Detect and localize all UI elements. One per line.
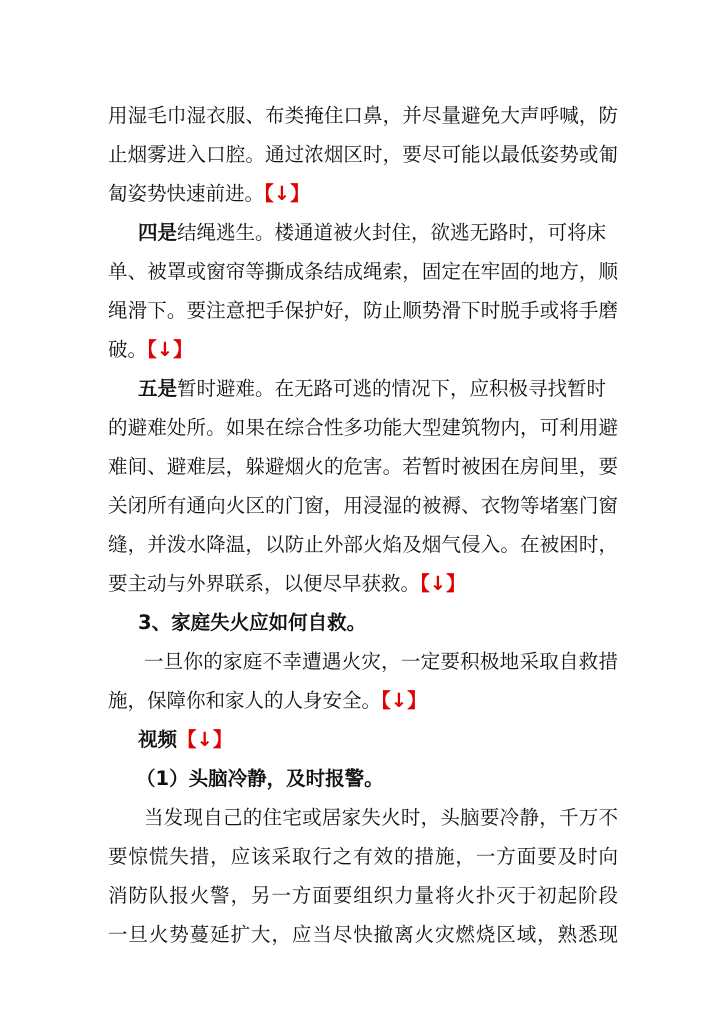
lead-label: 五是: [138, 377, 178, 400]
text-span: （1）头脑冷静，及时报警。: [136, 767, 384, 790]
text-span: 绳滑下。要注意把手保护好，防止顺势滑下时脱手或将手磨: [108, 299, 618, 322]
text-span: 关闭所有通向火区的门窗，用浸湿的被褥、衣物等堵塞门窗: [108, 494, 618, 517]
arrow-down-icon[interactable]: 【↓】: [420, 572, 466, 595]
text-line: [108, 291, 618, 330]
text-line: [108, 213, 618, 252]
text-line: [108, 96, 618, 135]
text-span: 3、家庭失火应如何自救。: [138, 611, 367, 634]
video-link[interactable]: [108, 720, 618, 759]
text-line: [108, 681, 618, 720]
text-line: [108, 252, 618, 291]
text-line: [108, 837, 618, 876]
text-span: 用湿毛巾湿衣服、布类掩住口鼻，并尽量避免大声呼喊，防: [108, 104, 618, 127]
text-line: [108, 330, 618, 369]
text-span: 难间、避难层，躲避烟火的危害。若暂时被困在房间里，要: [108, 455, 618, 478]
text-span: 匐姿势快速前进。: [108, 182, 265, 205]
text-span: 暂时避难。在无路可逃的情况下，应积极寻找暂时: [177, 377, 607, 400]
lead-label: 四是: [138, 221, 178, 244]
text-span: 止烟雾进入口腔。通过浓烟区时，要尽可能以最低姿势或匍: [108, 143, 618, 166]
subsection-heading: [108, 759, 618, 798]
text-span: 单、被罩或窗帘等撕成条结成绳索，固定在牢固的地方，顺: [108, 260, 618, 283]
text-span: 结绳逃生。楼通道被火封住，欲逃无路时，可将床: [177, 221, 607, 244]
text-line: [108, 135, 618, 174]
text-line: [108, 174, 618, 213]
arrow-down-icon[interactable]: 【↓】: [264, 182, 310, 205]
text-span: 一旦你的家庭不幸遭遇火灾，一定要积极地采取自救措: [144, 650, 618, 673]
text-span: 要惊慌失措，应该采取行之有效的措施，一方面要及时向: [108, 845, 618, 868]
section-heading: [108, 603, 618, 642]
arrow-down-icon[interactable]: 【↓】: [147, 338, 193, 361]
text-line: [108, 486, 618, 525]
text-line: [108, 408, 618, 447]
text-line: [108, 369, 618, 408]
text-line: [108, 915, 618, 954]
text-span: 要主动与外界联系，以便尽早获救。: [108, 572, 421, 595]
text-line: [108, 447, 618, 486]
text-span: 一旦火势蔓延扩大，应当尽快撤离火灾燃烧区域，熟悉现: [108, 923, 618, 946]
text-line: [108, 876, 618, 915]
text-span: 消防队报火警，另一方面要组织力量将火扑灭于初起阶段: [108, 884, 618, 907]
text-span: 的避难处所。如果在综合性多功能大型建筑物内，可利用避: [108, 416, 618, 439]
text-span: 当发现自己的住宅或居家失火时，头脑要冷静，千万不: [144, 806, 618, 829]
text-line: [108, 642, 618, 681]
text-span: 缝，并泼水降温，以防止外部火焰及烟气侵入。在被困时，: [108, 533, 618, 556]
arrow-down-icon[interactable]: 【↓】: [177, 728, 233, 751]
document-page: [108, 96, 618, 954]
text-span: 破。: [108, 338, 148, 361]
video-label[interactable]: 视频: [138, 728, 178, 751]
text-line: [108, 798, 618, 837]
text-line: [108, 525, 618, 564]
arrow-down-icon[interactable]: 【↓】: [381, 689, 427, 712]
text-span: 施，保障你和家人的人身安全。: [108, 689, 382, 712]
text-line: [108, 564, 618, 603]
